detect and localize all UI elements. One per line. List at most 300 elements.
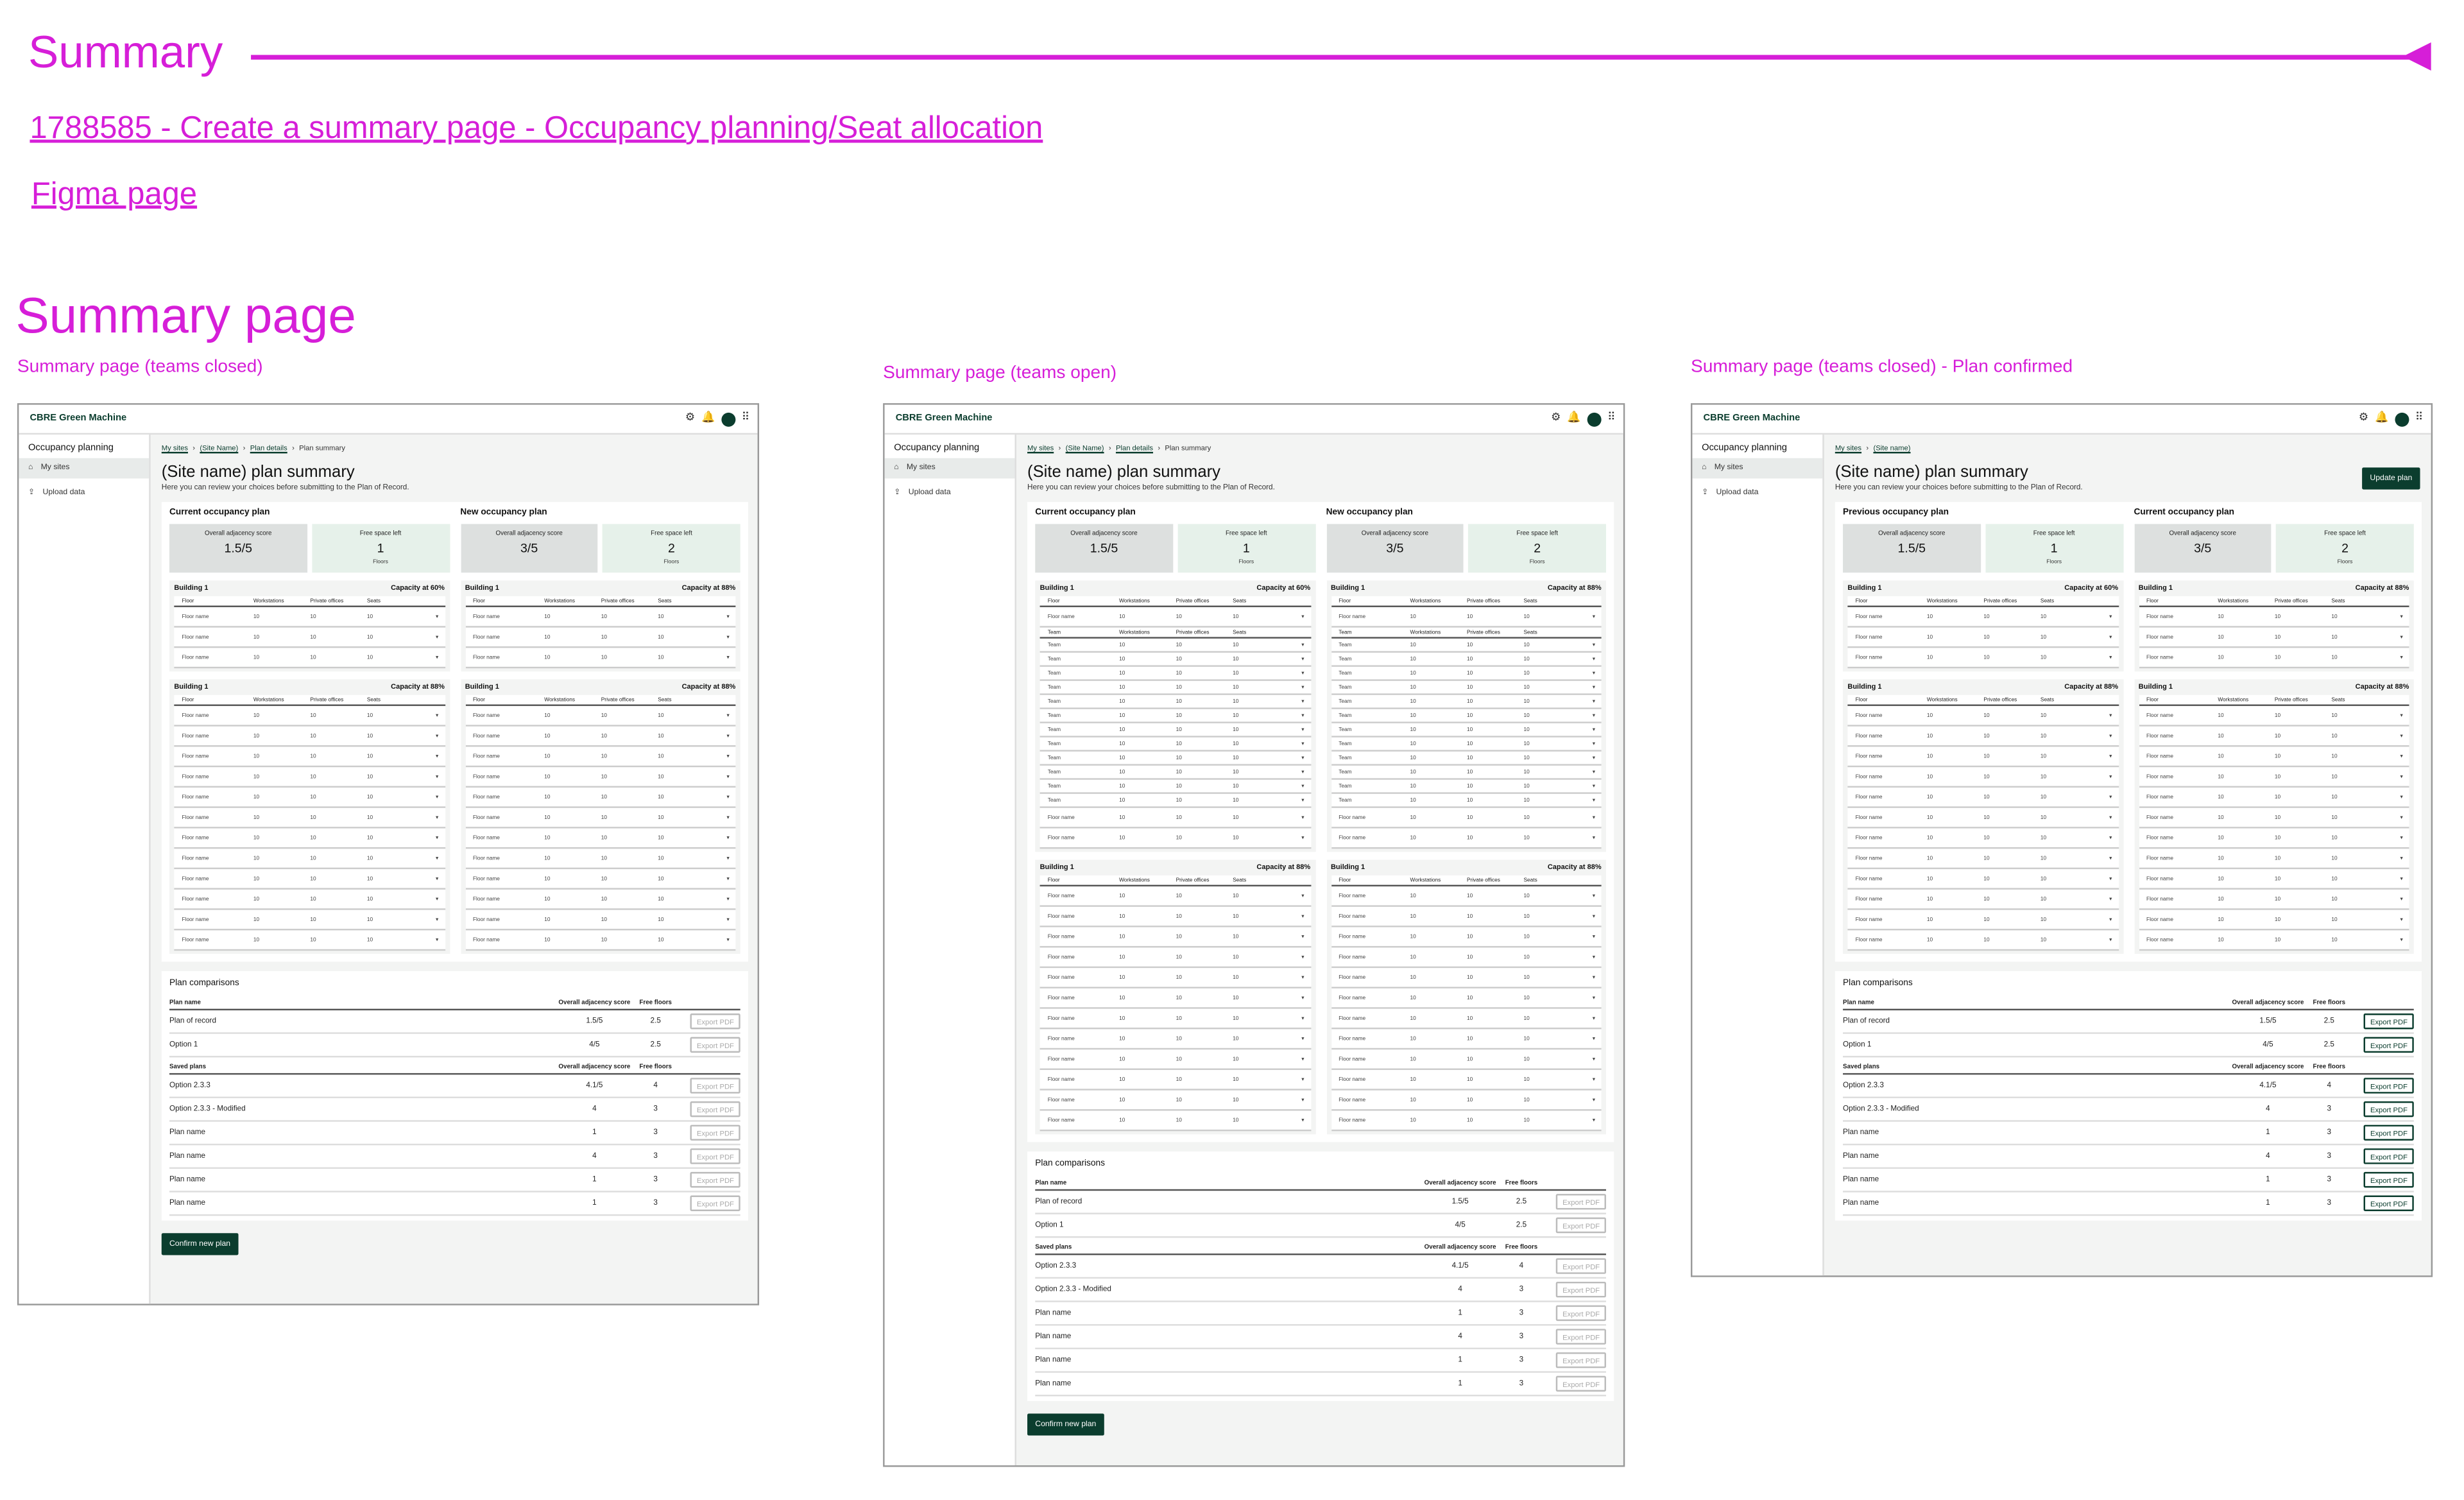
comparison-row [1843,1034,2414,1058]
chevron-down-icon[interactable]: ▾ [1592,1035,1595,1042]
chevron-down-icon[interactable]: ▾ [2400,855,2403,861]
chevron-down-icon[interactable]: ▾ [1592,954,1595,960]
row-label: Floor name [1339,892,1366,899]
figma-link[interactable]: Figma page [31,177,198,212]
row-label: Floor name [1047,1035,1075,1042]
plan-column [1326,508,1606,1134]
chevron-down-icon[interactable]: ▾ [436,654,439,661]
chevron-down-icon[interactable]: ▾ [2109,793,2112,800]
export-pdf-button[interactable]: Export PDF [690,1078,740,1093]
chevron-down-icon[interactable]: ▾ [2109,654,2112,661]
chevron-down-icon[interactable]: ▾ [2400,875,2403,882]
sidebar-item-upload-data[interactable] [1692,483,1822,504]
chevron-down-icon[interactable]: ▾ [1301,726,1305,733]
seats-cell: 10 [366,936,373,944]
row-label: Floor name [472,895,500,902]
table-row [174,849,445,869]
chevron-down-icon[interactable]: ▾ [1592,655,1595,662]
chevron-down-icon[interactable]: ▾ [2400,773,2403,780]
chevron-down-icon[interactable]: ▾ [2400,712,2403,719]
space-value: 2 [668,541,675,556]
building-table [1035,580,1315,852]
offices-cell: 10 [2274,732,2281,739]
chevron-down-icon[interactable]: ▾ [1301,933,1305,940]
comparison-row [1843,1074,2414,1098]
seats-cell: 10 [1233,754,1239,761]
plan-comparisons [1835,971,2422,1221]
chevron-down-icon[interactable]: ▾ [1301,797,1305,804]
capacity-label: Capacity at 88% [2064,682,2119,691]
breadcrumb-link[interactable]: (Site name) [1873,444,1911,452]
workstations-cell: 10 [1410,974,1416,981]
chevron-down-icon[interactable]: ▾ [436,634,439,641]
offices-cell: 10 [1467,954,1473,960]
chevron-down-icon[interactable]: ▾ [726,613,730,620]
export-pdf-button[interactable]: Export PDF [2364,1125,2414,1141]
chevron-down-icon[interactable]: ▾ [436,712,439,719]
offices-cell: 10 [2274,814,2281,821]
workstations-cell: 10 [1119,797,1125,804]
avatar[interactable] [1587,412,1601,426]
chevron-down-icon[interactable]: ▾ [1301,994,1305,1001]
export-pdf-button[interactable]: Export PDF [1556,1258,1606,1273]
export-pdf-button[interactable]: Export PDF [1556,1329,1606,1344]
chevron-down-icon[interactable]: ▾ [1301,669,1305,677]
workstations-cell: 10 [544,753,551,760]
plan-score: 4/5 [589,1040,600,1049]
export-pdf-button[interactable]: Export PDF [2364,1101,2414,1117]
breadcrumb-link[interactable]: My sites [1027,444,1054,452]
chevron-down-icon[interactable]: ▾ [726,753,730,760]
app-topbar [885,405,1623,435]
chevron-down-icon[interactable]: ▾ [1301,834,1305,841]
gear-icon[interactable]: ⚙ [2358,412,2369,424]
free-space-card [603,524,740,573]
offices-cell: 10 [310,613,316,620]
chevron-down-icon[interactable]: ▾ [1592,684,1595,691]
chevron-down-icon[interactable]: ▾ [1301,814,1305,821]
row-label: Team [1339,655,1352,662]
export-pdf-button[interactable]: Export PDF [1556,1352,1606,1368]
chevron-down-icon[interactable]: ▾ [1301,1076,1305,1083]
comparison-row [169,1010,740,1034]
chevron-down-icon[interactable]: ▾ [436,834,439,841]
offices-cell: 10 [1176,1015,1182,1022]
seats-cell: 10 [2331,634,2338,641]
workstations-cell: 10 [544,634,551,641]
chevron-down-icon[interactable]: ▾ [726,895,730,902]
chevron-down-icon[interactable]: ▾ [726,712,730,719]
chevron-down-icon[interactable]: ▾ [726,814,730,821]
table-row [1040,927,1311,948]
table-row [1847,930,2118,951]
offices-cell: 10 [1176,655,1182,662]
chevron-down-icon[interactable]: ▾ [1592,768,1595,775]
chevron-down-icon[interactable]: ▾ [2109,875,2112,882]
export-pdf-button[interactable]: Export PDF [690,1037,740,1053]
plan-score: 4.1/5 [2259,1082,2277,1090]
chevron-down-icon[interactable]: ▾ [726,855,730,861]
workstations-cell: 10 [2218,634,2224,641]
chevron-down-icon[interactable]: ▾ [436,895,439,902]
column-header: Overall adjacency score [1424,1241,1496,1250]
row-label: Floor name [1047,1096,1075,1103]
chevron-down-icon[interactable]: ▾ [1301,954,1305,960]
export-pdf-button[interactable]: Export PDF [2364,1013,2414,1029]
chevron-down-icon[interactable]: ▾ [436,793,439,800]
chevron-down-icon[interactable]: ▾ [1592,1117,1595,1124]
chevron-down-icon[interactable]: ▾ [1301,1056,1305,1062]
bell-icon[interactable]: 🔔 [2375,412,2389,424]
chevron-down-icon[interactable]: ▾ [1592,834,1595,841]
chevron-down-icon[interactable]: ▾ [726,936,730,944]
plan-name: Option 1 [1035,1221,1064,1230]
chevron-down-icon[interactable]: ▾ [436,814,439,821]
export-pdf-button[interactable]: Export PDF [1556,1282,1606,1297]
chevron-down-icon[interactable]: ▾ [1592,782,1595,789]
workstations-cell: 10 [253,916,260,923]
chevron-down-icon[interactable]: ▾ [436,936,439,944]
breadcrumb-link[interactable]: (Site Name) [1065,444,1104,452]
chevron-down-icon[interactable]: ▾ [2109,732,2112,739]
chevron-down-icon[interactable]: ▾ [1592,698,1595,705]
chevron-down-icon[interactable]: ▾ [436,773,439,780]
adjacency-score-card [2134,524,2271,573]
chevron-down-icon[interactable]: ▾ [1301,655,1305,662]
chevron-down-icon[interactable]: ▾ [1301,1015,1305,1022]
chevron-down-icon[interactable]: ▾ [726,793,730,800]
column-header: Workstations [253,696,284,703]
chevron-down-icon[interactable]: ▾ [1592,754,1595,761]
sidebar-item-label: My sites [906,463,936,472]
chevron-down-icon[interactable]: ▾ [1301,754,1305,761]
chevron-down-icon[interactable]: ▾ [1301,698,1305,705]
offices-cell: 10 [1176,1076,1182,1083]
workstations-cell: 10 [1926,654,1933,661]
sidebar-item-my-sites[interactable] [885,458,1015,479]
row-label: Floor name [182,855,209,861]
chevron-down-icon[interactable]: ▾ [2109,814,2112,821]
chevron-down-icon[interactable]: ▾ [1301,782,1305,789]
plan-title: New occupancy plan [460,508,547,518]
chevron-down-icon[interactable]: ▾ [1592,641,1595,648]
chevron-down-icon[interactable]: ▾ [436,753,439,760]
offices-cell: 10 [1983,634,1990,641]
table-row [1331,681,1602,695]
seats-cell: 10 [2331,855,2338,861]
chevron-down-icon[interactable]: ▾ [1301,768,1305,775]
plan-floors: 3 [1519,1332,1524,1341]
capacity-label: Capacity at 60% [2064,583,2119,592]
chevron-down-icon[interactable]: ▾ [2109,773,2112,780]
chevron-down-icon[interactable]: ▾ [1592,994,1595,1001]
offices-cell: 10 [1983,753,1990,760]
adjacency-score-card [460,524,597,573]
update-plan-button[interactable]: Update plan [2362,467,2420,489]
table-row [174,767,445,788]
chevron-down-icon[interactable]: ▾ [1301,974,1305,981]
export-pdf-button[interactable]: Export PDF [690,1125,740,1141]
sidebar-item-label: My sites [40,463,70,472]
chevron-down-icon[interactable]: ▾ [2400,834,2403,841]
breadcrumb-link[interactable]: (Site Name) [200,444,239,452]
breadcrumb-link[interactable]: Plan details [250,444,287,452]
chevron-down-icon[interactable]: ▾ [2109,916,2112,923]
confirm-new-plan-button[interactable]: Confirm new plan [162,1233,239,1255]
plan-name: Option 2.3.3 - Modified [169,1105,246,1114]
table-header [2139,695,2409,706]
table-row [465,648,736,668]
chevron-down-icon[interactable]: ▾ [1592,1056,1595,1062]
chevron-down-icon[interactable]: ▾ [1592,712,1595,719]
plan-floors: 3 [1519,1356,1524,1365]
column-header: Plan name [1035,1177,1067,1185]
avatar[interactable] [2395,412,2409,426]
chevron-down-icon[interactable]: ▾ [2400,916,2403,923]
offices-cell: 10 [601,753,608,760]
plan-name: Option 1 [169,1040,198,1049]
avatar[interactable] [721,412,735,426]
chevron-down-icon[interactable]: ▾ [1301,892,1305,899]
table-row [1331,639,1602,653]
chevron-down-icon[interactable]: ▾ [726,875,730,882]
column-header: Seats [1523,598,1537,605]
chevron-down-icon[interactable]: ▾ [436,613,439,620]
chevron-down-icon[interactable]: ▾ [1301,1117,1305,1124]
upload-icon: ⇪ [28,488,35,497]
seats-cell: 10 [658,732,664,739]
table-row [1847,727,2118,747]
chevron-down-icon[interactable]: ▾ [726,834,730,841]
chevron-down-icon[interactable]: ▾ [1592,1015,1595,1022]
gear-icon[interactable]: ⚙ [685,412,696,424]
export-pdf-button[interactable]: Export PDF [2364,1148,2414,1164]
export-pdf-button[interactable]: Export PDF [1556,1218,1606,1233]
chevron-down-icon[interactable]: ▾ [1592,892,1595,899]
row-label: Floor name [2146,654,2173,661]
chevron-down-icon[interactable]: ▾ [1301,712,1305,719]
chevron-down-icon[interactable]: ▾ [2109,895,2112,902]
export-pdf-button[interactable]: Export PDF [2364,1078,2414,1093]
offices-cell: 10 [1176,913,1182,920]
seats-cell: 10 [2331,732,2338,739]
grid-icon[interactable]: ⠿ [1607,412,1616,424]
chevron-down-icon[interactable]: ▾ [1592,814,1595,821]
section-heading: Summary page [15,287,356,344]
table-row [1331,752,1602,766]
chevron-down-icon[interactable]: ▾ [1301,913,1305,920]
chevron-down-icon[interactable]: ▾ [1592,933,1595,940]
table-header [465,596,736,607]
breadcrumb-link[interactable]: My sites [161,444,188,452]
chevron-down-icon[interactable]: ▾ [1301,641,1305,648]
chevron-down-icon[interactable]: ▾ [2109,613,2112,620]
table-row [1040,1049,1311,1070]
chevron-down-icon[interactable]: ▾ [726,634,730,641]
export-pdf-button[interactable]: Export PDF [2364,1172,2414,1187]
column-header: Floor [1339,877,1351,884]
bell-icon[interactable]: 🔔 [1567,412,1581,424]
column-header: Free floors [639,997,672,1005]
chevron-down-icon[interactable]: ▾ [2400,793,2403,800]
card-label: Overall adjacency score [205,528,272,537]
breadcrumb-link[interactable]: Plan details [1115,444,1154,452]
sidebar-item-upload-data[interactable] [19,483,149,504]
column-header: Workstations [1410,877,1441,884]
chevron-down-icon[interactable]: ▾ [1301,1035,1305,1042]
workstations-cell: 10 [1410,994,1416,1001]
chevron-down-icon[interactable]: ▾ [2109,634,2112,641]
chevron-down-icon[interactable]: ▾ [726,773,730,780]
chevron-down-icon[interactable]: ▾ [2109,753,2112,760]
export-pdf-button[interactable]: Export PDF [690,1013,740,1029]
workstations-cell: 10 [1410,1117,1416,1124]
table-row [1331,968,1602,988]
building-table [1326,859,1606,1134]
chevron-down-icon[interactable]: ▾ [2400,753,2403,760]
sidebar-item-my-sites[interactable] [19,458,149,479]
chevron-down-icon[interactable]: ▾ [1592,974,1595,981]
grid-icon[interactable]: ⠿ [741,412,750,424]
comparison-header [1035,1173,1606,1191]
chevron-down-icon[interactable]: ▾ [2400,895,2403,902]
chevron-down-icon[interactable]: ▾ [1592,913,1595,920]
chevron-down-icon[interactable]: ▾ [2400,814,2403,821]
row-label: Floor name [2146,855,2173,861]
export-pdf-button[interactable]: Export PDF [690,1196,740,1211]
table-header [174,596,445,607]
chevron-down-icon[interactable]: ▾ [436,855,439,861]
export-pdf-button[interactable]: Export PDF [690,1148,740,1164]
chevron-down-icon[interactable]: ▾ [1592,1096,1595,1103]
table-row [1847,910,2118,931]
plan-column [1035,508,1315,1134]
chevron-down-icon[interactable]: ▾ [436,875,439,882]
table-row [174,628,445,648]
plan-name: Plan name [169,1176,206,1184]
building-table [169,580,449,671]
offices-cell: 10 [1983,875,1990,882]
row-label: Floor name [182,732,209,739]
workstations-cell: 10 [1410,1076,1416,1083]
export-pdf-button[interactable]: Export PDF [690,1101,740,1117]
offices-cell: 10 [601,613,608,620]
chevron-down-icon[interactable]: ▾ [2109,936,2112,944]
seats-cell: 10 [366,634,373,641]
comparison-row [169,1034,740,1058]
chevron-down-icon[interactable]: ▾ [726,732,730,739]
row-label: Floor name [1855,773,1883,780]
gear-icon[interactable]: ⚙ [1551,412,1561,424]
offices-cell: 10 [1176,669,1182,677]
plan-floors: 2.5 [2323,1040,2334,1049]
sidebar-item-my-sites[interactable] [1692,458,1822,479]
confirm-new-plan-button[interactable]: Confirm new plan [1027,1413,1104,1435]
chevron-down-icon[interactable]: ▾ [2400,936,2403,944]
export-pdf-button[interactable]: Export PDF [2364,1196,2414,1211]
screen-plan-confirmed [1691,403,2433,1277]
workstations-cell: 10 [1119,1035,1125,1042]
export-pdf-button[interactable]: Export PDF [1556,1306,1606,1321]
chevron-down-icon[interactable]: ▾ [726,654,730,661]
column-header: Seats [1523,629,1537,635]
breadcrumb-link[interactable]: My sites [1835,444,1862,452]
table-header [1331,628,1602,639]
export-pdf-button[interactable]: Export PDF [1556,1376,1606,1392]
table-row [174,746,445,767]
sidebar-item-upload-data[interactable] [885,483,1015,504]
seats-cell: 10 [2040,634,2047,641]
chevron-down-icon[interactable]: ▾ [2400,613,2403,620]
chevron-down-icon[interactable]: ▾ [726,916,730,923]
offices-cell: 10 [310,916,316,923]
column-header: Private offices [1467,629,1500,635]
workstations-cell: 10 [1119,1096,1125,1103]
table-row [2139,808,2409,829]
workstations-cell: 10 [1119,954,1125,960]
chevron-down-icon[interactable]: ▾ [1301,740,1305,747]
chevron-down-icon[interactable]: ▾ [2109,834,2112,841]
bell-icon[interactable]: 🔔 [701,412,715,424]
export-pdf-button[interactable]: Export PDF [2364,1037,2414,1053]
chevron-down-icon[interactable]: ▾ [1592,613,1595,620]
workstations-cell: 10 [1410,1056,1416,1062]
chevron-down-icon[interactable]: ▾ [1592,726,1595,733]
grid-icon[interactable]: ⠿ [2415,412,2424,424]
breadcrumb-current: Plan summary [299,444,345,452]
sidebar-item-label: Upload data [42,488,85,497]
row-label: Floor name [1855,793,1883,800]
seats-cell: 10 [366,916,373,923]
chevron-down-icon[interactable]: ▾ [2400,634,2403,641]
row-label: Floor name [1047,1056,1075,1062]
chevron-down-icon[interactable]: ▾ [1592,669,1595,677]
offices-cell: 10 [1176,782,1182,789]
chevron-down-icon[interactable]: ▾ [2400,732,2403,739]
table-row [1331,1009,1602,1030]
column-header: Floor [182,598,194,605]
chevron-down-icon[interactable]: ▾ [2109,712,2112,719]
chevron-down-icon[interactable]: ▾ [1301,684,1305,691]
chevron-down-icon[interactable]: ▾ [1301,1096,1305,1103]
chevron-down-icon[interactable]: ▾ [436,916,439,923]
plan-name: Option 2.3.3 [1843,1082,1884,1090]
sidebar [19,435,150,1304]
chevron-down-icon[interactable]: ▾ [1592,797,1595,804]
seats-cell: 10 [1523,754,1530,761]
chevron-down-icon[interactable]: ▾ [1592,740,1595,747]
offices-cell: 10 [601,916,608,923]
chevron-down-icon[interactable]: ▾ [1592,1076,1595,1083]
chevron-down-icon[interactable]: ▾ [2109,855,2112,861]
offices-cell: 10 [1176,1035,1182,1042]
plan-floors: 4 [653,1082,658,1090]
export-pdf-button[interactable]: Export PDF [690,1172,740,1187]
comparison-row [1843,1098,2414,1122]
export-pdf-button[interactable]: Export PDF [1556,1194,1606,1209]
row-label: Floor name [2146,712,2173,719]
offices-cell: 10 [310,855,316,861]
seats-cell: 10 [1523,613,1530,620]
chevron-down-icon[interactable]: ▾ [1301,613,1305,620]
ticket-link[interactable]: 1788585 - Create a summary page - Occupancy planning/Seat allocation [30,111,1043,146]
row-label: Floor name [1855,916,1883,923]
building-table [460,679,740,954]
seats-cell: 10 [1233,954,1239,960]
chevron-down-icon[interactable]: ▾ [2400,654,2403,661]
chevron-down-icon[interactable]: ▾ [436,732,439,739]
offices-cell: 10 [310,895,316,902]
